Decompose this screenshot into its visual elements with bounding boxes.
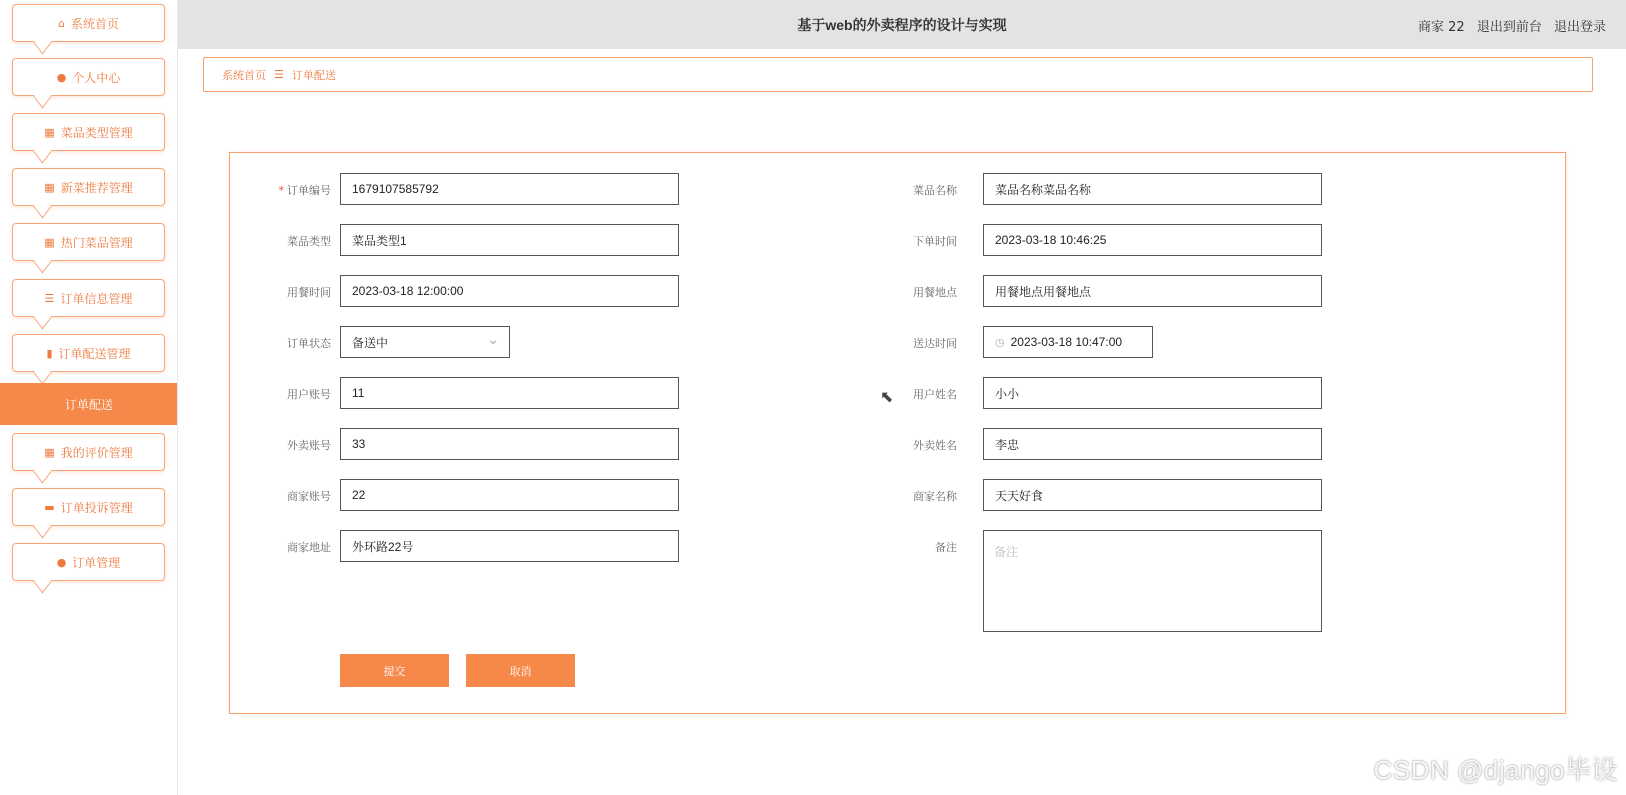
- sidebar-item-label: 订单投诉管理: [60, 500, 133, 515]
- breadcrumb: [203, 57, 1593, 92]
- submit-button[interactable]: 提交: [340, 654, 449, 687]
- user-links: [1410, 16, 1606, 35]
- remark-label: 备注: [935, 541, 957, 554]
- courier-name-field[interactable]: 李忠: [983, 428, 1322, 460]
- sidebar-item-label: 菜品类型管理: [60, 125, 133, 140]
- dish-type-label: 菜品类型: [287, 235, 331, 248]
- user-label: 商家 22: [1418, 20, 1465, 35]
- list-icon: ☰: [44, 291, 55, 305]
- sidebar-item-complaints[interactable]: [12, 488, 165, 526]
- meal-place-field[interactable]: 用餐地点用餐地点: [983, 275, 1322, 307]
- breadcrumb-current: 订单配送: [291, 68, 336, 82]
- meal-time-label: 用餐时间: [287, 286, 331, 299]
- mouse-cursor-icon: ⬉: [880, 387, 894, 406]
- sidebar-item-label: 系统首页: [70, 16, 119, 31]
- sidebar-item-my-reviews[interactable]: [12, 433, 165, 471]
- merchant-name-field[interactable]: 天天好食: [983, 479, 1322, 511]
- clock-icon: ◷: [995, 336, 1005, 349]
- sidebar-item-label: 订单管理: [72, 555, 121, 570]
- sidebar-item-label: 我的评价管理: [60, 445, 133, 460]
- user-icon: ●: [56, 70, 67, 84]
- dish-name-field[interactable]: 菜品名称菜品名称: [983, 173, 1322, 205]
- courier-name-label: 外卖姓名: [913, 439, 957, 452]
- delivery-time-value: 2023-03-18 10:47:00: [1010, 335, 1123, 349]
- user-name-field[interactable]: 小小: [983, 377, 1322, 409]
- user-account-field[interactable]: 11: [340, 377, 679, 409]
- user-name-label: 用户姓名: [913, 388, 957, 401]
- order-no-label: [251, 182, 331, 198]
- merchant-address-field[interactable]: 外环路22号: [340, 530, 679, 562]
- grid-icon: ▦: [44, 445, 55, 459]
- sidebar-item-order-delivery[interactable]: [12, 334, 165, 372]
- order-no-field[interactable]: 1679107585792: [340, 173, 679, 205]
- sidebar-item-profile[interactable]: [12, 58, 165, 96]
- chart-icon: ▮: [46, 346, 53, 360]
- sidebar-divider: [177, 0, 178, 795]
- dish-type-field[interactable]: 菜品类型1: [340, 224, 679, 256]
- to-front-link[interactable]: 退出到前台: [1476, 20, 1542, 35]
- merchant-address-label: 商家地址: [287, 541, 331, 554]
- sidebar-item-orders[interactable]: [12, 543, 165, 581]
- user-icon: ●: [56, 555, 67, 569]
- breadcrumb-separator-icon: ☰: [274, 68, 284, 81]
- sidebar-item-dish-types[interactable]: [12, 113, 165, 151]
- delivery-time-picker[interactable]: [983, 326, 1153, 358]
- sidebar-item-new-dishes[interactable]: [12, 168, 165, 206]
- sidebar-item-home[interactable]: [12, 4, 165, 42]
- sidebar-item-order-info[interactable]: [12, 279, 165, 317]
- courier-account-label: 外卖账号: [287, 439, 331, 452]
- user-account-label: 用户账号: [287, 388, 331, 401]
- sidebar-item-hot-dishes[interactable]: [12, 223, 165, 261]
- order-status-label: 订单状态: [287, 337, 331, 350]
- merchant-account-field[interactable]: 22: [340, 479, 679, 511]
- cancel-button[interactable]: 取消: [466, 654, 575, 687]
- merchant-account-label: 商家账号: [287, 490, 331, 503]
- watermark: CSDN @django毕设: [1373, 755, 1618, 785]
- dish-name-label: 菜品名称: [913, 184, 957, 197]
- delivery-time-label: 送达时间: [913, 337, 957, 350]
- sidebar-item-label: 热门菜品管理: [60, 235, 133, 250]
- meal-place-label: 用餐地点: [913, 286, 957, 299]
- order-time-label: 下单时间: [913, 235, 957, 248]
- sidebar-item-label: 订单信息管理: [60, 291, 133, 306]
- order-status-select[interactable]: 备送中 ⌄: [340, 326, 510, 358]
- page-title: 基于web的外卖程序的设计与实现: [797, 17, 1007, 33]
- order-time-field[interactable]: 2023-03-18 10:46:25: [983, 224, 1322, 256]
- sidebar-item-label: 新菜推荐管理: [60, 180, 133, 195]
- home-icon: ⌂: [58, 16, 65, 30]
- sidebar-subitem-order-delivery[interactable]: 订单配送: [0, 383, 178, 425]
- grid-icon: ▦: [44, 125, 55, 139]
- sidebar-item-label: 个人中心: [72, 70, 121, 85]
- order-no-label-text: 订单编号: [287, 184, 331, 197]
- meal-time-field[interactable]: 2023-03-18 12:00:00: [340, 275, 679, 307]
- logout-link[interactable]: 退出登录: [1553, 20, 1606, 35]
- cake-icon: ▬: [44, 500, 55, 514]
- order-delivery-form: [229, 152, 1566, 714]
- top-header: [178, 0, 1626, 49]
- breadcrumb-home[interactable]: 系统首页: [222, 68, 266, 82]
- merchant-name-label: 商家名称: [913, 490, 957, 503]
- grid-icon: ▦: [44, 235, 55, 249]
- sidebar: [0, 0, 178, 795]
- required-mark: *: [278, 184, 284, 197]
- courier-account-field[interactable]: 33: [340, 428, 679, 460]
- sidebar-item-label: 订单配送管理: [58, 346, 131, 361]
- grid-icon: ▦: [44, 180, 55, 194]
- remark-textarea[interactable]: 备注: [983, 530, 1322, 632]
